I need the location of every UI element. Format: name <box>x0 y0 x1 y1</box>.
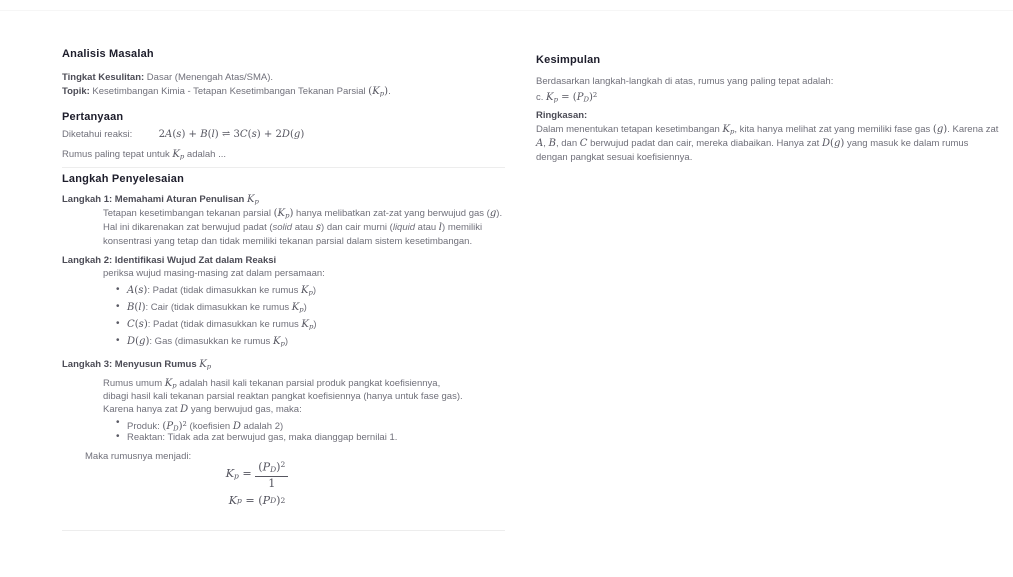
step1-line3: konsentrasi yang tetap dan tidak memiliki tekanan parsial dalam sistem kesetimbangan. <box>103 236 473 247</box>
fraction-denominator: 1 <box>255 476 288 491</box>
kesimpulan-line: Berdasarkan langkah-langkah di atas, rumus yang paling tepat adalah: <box>536 76 834 87</box>
ringkasan-line1: Dalam menentukan tetapan kesetimbangan Kp, kita hanya melihat zat yang memiliki fase gas (g). Karena zat <box>536 124 999 136</box>
pertanyaan-section-title: Pertanyaan <box>62 111 124 123</box>
fraction-numerator: (PD)$^2$ <box>258 460 286 475</box>
ringkasan-label: Ringkasan: <box>536 110 588 121</box>
bottom-divider <box>62 530 505 531</box>
ringkasan-line3: dengan pangkat sesuai koefisiennya. <box>536 152 693 163</box>
step3-line2: dibagi hasil kali tekanan parsial reaktan pangkat koefisiennya (hanya untuk fase gas). <box>103 391 463 402</box>
step1-line1: Tetapan kesetimbangan tekanan parsial (Kp) hanya melibatkan zat-zat yang berwujud gas (g). <box>103 208 503 220</box>
langkah-section-title: Langkah Penyelesaian <box>62 173 184 185</box>
top-divider <box>0 10 1013 11</box>
section-divider <box>62 167 505 168</box>
analisis-section-title: Analisis Masalah <box>62 48 154 60</box>
kp-fraction-formula <box>62 458 452 491</box>
question-line: Rumus paling tepat untuk Kp adalah ... <box>62 149 227 161</box>
step3-line3: Karena hanya zat D yang berwujud gas, maka: <box>103 404 302 415</box>
step2-bullet-b: • B(l): Cair (tidak dimasukkan ke rumus Kp) <box>115 302 307 316</box>
kp-formula-block <box>62 458 452 507</box>
step2-bullet-a: • A(s): Padat (tidak dimasukkan ke rumus Kp) <box>115 285 316 299</box>
step3-label: Langkah 3: Menyusun Rumus Kp <box>62 359 212 371</box>
kesimpulan-answer: c. Kp = (PD)$^2$ <box>536 91 598 104</box>
fraction <box>255 458 288 491</box>
step2-bullet-d: • D(g): Gas (dimasukkan ke rumus Kp) <box>115 336 288 350</box>
step1-label: Langkah 1: Memahami Aturan Penulisan Kp <box>62 194 259 206</box>
reaction-equation-line: Diketahui reaksi: 2A(s) + B(l) ⇌ 3C(s) + 2D(g) <box>62 129 305 140</box>
formula-intro-line: Maka rumusnya menjadi: <box>85 451 192 462</box>
step2-intro: periksa wujud masing-masing zat dalam persamaan: <box>103 268 325 279</box>
kesimpulan-section-title: Kesimpulan <box>536 54 601 66</box>
topic-line: Topik: Kesetimbangan Kimia - Tetapan Kesetimbangan Tekanan Parsial (Kp). <box>62 86 391 98</box>
step2-bullet-c: • C(s): Padat (tidak dimasukkan ke rumus Kp) <box>115 319 316 333</box>
kp-final-formula: K p = ( P D ) 2 <box>228 494 286 508</box>
step1-line2: Hal ini dikarenakan zat berwujud padat (solid atau s) dan cair murni (liquid atau l) memiliki <box>103 222 483 233</box>
step3-bullet-reaktan: • Reaktan: Tidak ada zat berwujud gas, maka dianggap bernilai 1. <box>115 432 397 444</box>
difficulty-line: Tingkat Kesulitan: Dasar (Menengah Atas/SMA). <box>62 72 274 83</box>
step2-label: Langkah 2: Identifikasi Wujud Zat dalam Reaksi <box>62 255 277 266</box>
ringkasan-line2: A, B, dan C berwujud padat dan cair, mereka diabaikan. Hanya zat D(g) yang masuk ke dalam rumus <box>536 138 969 149</box>
step3-line1: Rumus umum Kp adalah hasil kali tekanan parsial produk pangkat koefisiennya, <box>103 378 441 390</box>
formula-lhs: Kp = <box>225 466 256 481</box>
step3-bullet-produk: • Produk: (PD)$^2$ (koefisien D adalah 2) <box>115 418 283 435</box>
